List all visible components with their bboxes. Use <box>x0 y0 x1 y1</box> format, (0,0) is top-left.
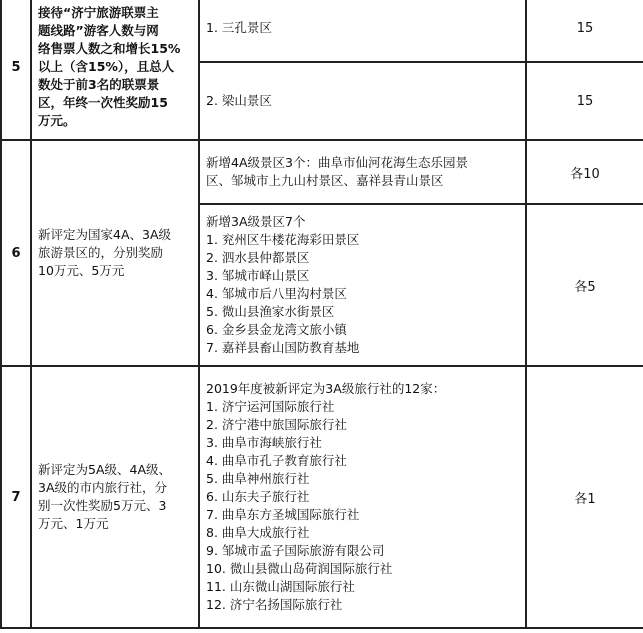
award-condition: 新评定为5A级、4A级、 3A级的市内旅行社，分 别一次性奖励5万元、3 万元、1万元 <box>31 366 199 628</box>
table-row <box>1 366 643 628</box>
table-row <box>1 140 643 204</box>
award-condition: 新评定为国家4A、3A级 旅游景区的，分别奖励 10万元、5万元 <box>31 140 199 366</box>
award-amount: 各1 <box>526 366 643 628</box>
award-amount: 15 <box>526 0 643 62</box>
award-recipient: 新增3A级景区7个 1. 兖州区牛楼花海彩田景区 2. 泗水县仲都景区 3. 邹城市峄山景区 4. 邹城市后八里沟村景区 5. 微山县渔家水街景区 6. 金乡县金龙湾文旅小镇 7. 嘉祥县畜山国防教育基地 <box>199 204 526 366</box>
award-recipient: 2019年度被新评定为3A级旅行社的12家： 1. 济宁运河国际旅行社 2. 济宁港中旅国际旅行社 3. 曲阜市海峡旅行社 4. 曲阜市孔子教育旅行社 5. 曲阜神州旅行社 6. 山东夫子旅行社 7. 曲阜东方圣城国际旅行社 8. 曲阜大成旅行社 9. 邹城市孟子国际旅游有限公司 10. 微山县微山岛荷润国际旅行社 11. 山东微山湖国际旅行社 12. 济宁名扬国际旅行社 <box>199 366 526 628</box>
award-recipient: 1. 三孔景区 <box>199 0 526 62</box>
award-condition: 接待“济宁旅游联票主 题线路”游客人数与网 络售票人数之和增长15% 以上（含15%），且总人 数处于前3名的联票景 区，年终一次性奖励15 万元。 <box>31 0 199 140</box>
table-row <box>1 0 643 62</box>
row-number: 5 <box>1 0 31 140</box>
award-amount: 15 <box>526 62 643 140</box>
award-amount: 各5 <box>526 204 643 366</box>
award-recipient: 新增4A级景区3个：曲阜市仙河花海生态乐园景 区、邹城市上九山村景区、嘉祥县青山景区 <box>199 140 526 204</box>
row-number: 7 <box>1 366 31 628</box>
award-amount: 各10 <box>526 140 643 204</box>
row-number: 6 <box>1 140 31 366</box>
award-recipient: 2. 梁山景区 <box>199 62 526 140</box>
